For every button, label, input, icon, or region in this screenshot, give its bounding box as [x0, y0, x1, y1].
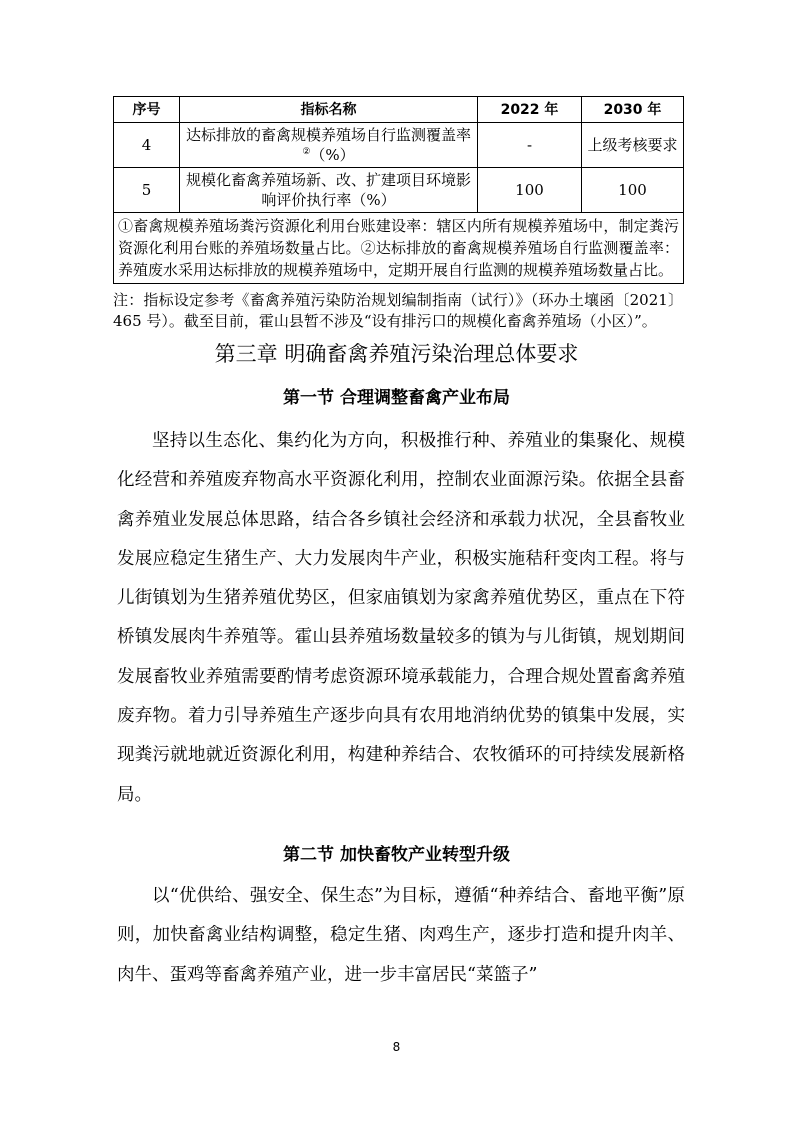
page-number: 8	[392, 1040, 401, 1054]
header-no: 序号	[114, 97, 180, 123]
row-2030: 上级考核要求	[582, 123, 684, 168]
row-2022: -	[478, 123, 582, 168]
row-2022: 100	[478, 168, 582, 213]
table-source-note: 注：指标设定参考《畜禽养殖污染防治规划编制指南（试行）》（环办土壤函〔2021〕465 号）。截至目前，霍山县暂不涉及“设有排污口的规模化畜禽养殖场（小区）”。	[113, 291, 683, 330]
row-name-main: 达标排放的畜禽规模养殖场自行监测覆盖率	[185, 126, 471, 144]
header-2030: 2030 年	[582, 97, 684, 123]
row-name: 规模化畜禽养殖场新、改、扩建项目环境影响评价执行率（%）	[180, 168, 478, 213]
table-header-row	[114, 97, 684, 123]
table-row	[114, 168, 684, 213]
row-name	[180, 123, 478, 168]
row-no: 5	[114, 168, 180, 213]
header-name: 指标名称	[180, 97, 478, 123]
body-paragraph: 以“优供给、强安全、保生态”为目标，遵循“种养结合、畜地平衡”原则，加快畜禽业结构调整，稳定生猪、肉鸡生产，逐步打造和提升肉羊、肉牛、蛋鸡等畜禽养殖产业，进一步丰富居民“菜篮子”	[117, 886, 685, 985]
indicator-table	[113, 96, 684, 284]
table-row	[114, 123, 684, 168]
section-title: 第一节 合理调整畜禽产业布局	[283, 388, 510, 408]
section-title: 第二节 加快畜牧产业转型升级	[283, 845, 510, 865]
chapter-title: 第三章 明确畜禽养殖污染治理总体要求	[214, 342, 579, 366]
row-no: 4	[114, 123, 180, 168]
row-name-tail: （%）	[310, 146, 355, 164]
footnote-mark: ②	[302, 147, 311, 157]
table-footnotes: ①畜禽规模养殖场粪污资源化利用台账建设率：辖区内所有规模养殖场中，制定粪污资源化利用台账的养殖场数量占比。②达标排放的畜禽规模养殖场自行监测覆盖率：养殖废水采用达标排放的规模养殖场中，定期开展自行监测的规模养殖场数量占比。	[114, 213, 684, 284]
header-2022: 2022 年	[478, 97, 582, 123]
table-note-row	[114, 213, 684, 284]
body-paragraph: 坚持以生态化、集约化为方向，积极推行种、养殖业的集聚化、规模化经营和养殖废弃物高水平资源化利用，控制农业面源污染。依据全县畜禽养殖业发展总体思路，结合各乡镇社会经济和承载力状况，全县畜牧业发展应稳定生猪生产、大力发展肉牛产业，积极实施秸秆变肉工程。将与儿街镇划为生猪养殖优势区，但家庙镇划为家禽养殖优势区，重点在下符桥镇发展肉牛养殖等。霍山县养殖场数量较多的镇为与儿街镇，规划期间发展畜牧业养殖需要酌情考虑资源环境承载能力，合理合规处置畜禽养殖废弃物。着力引导养殖生产逐步向具有农用地消纳优势的镇集中发展，实现粪污就地就近资源化利用，构建种养结合、农牧循环的可持续发展新格局。	[117, 431, 685, 805]
row-2030: 100	[582, 168, 684, 213]
